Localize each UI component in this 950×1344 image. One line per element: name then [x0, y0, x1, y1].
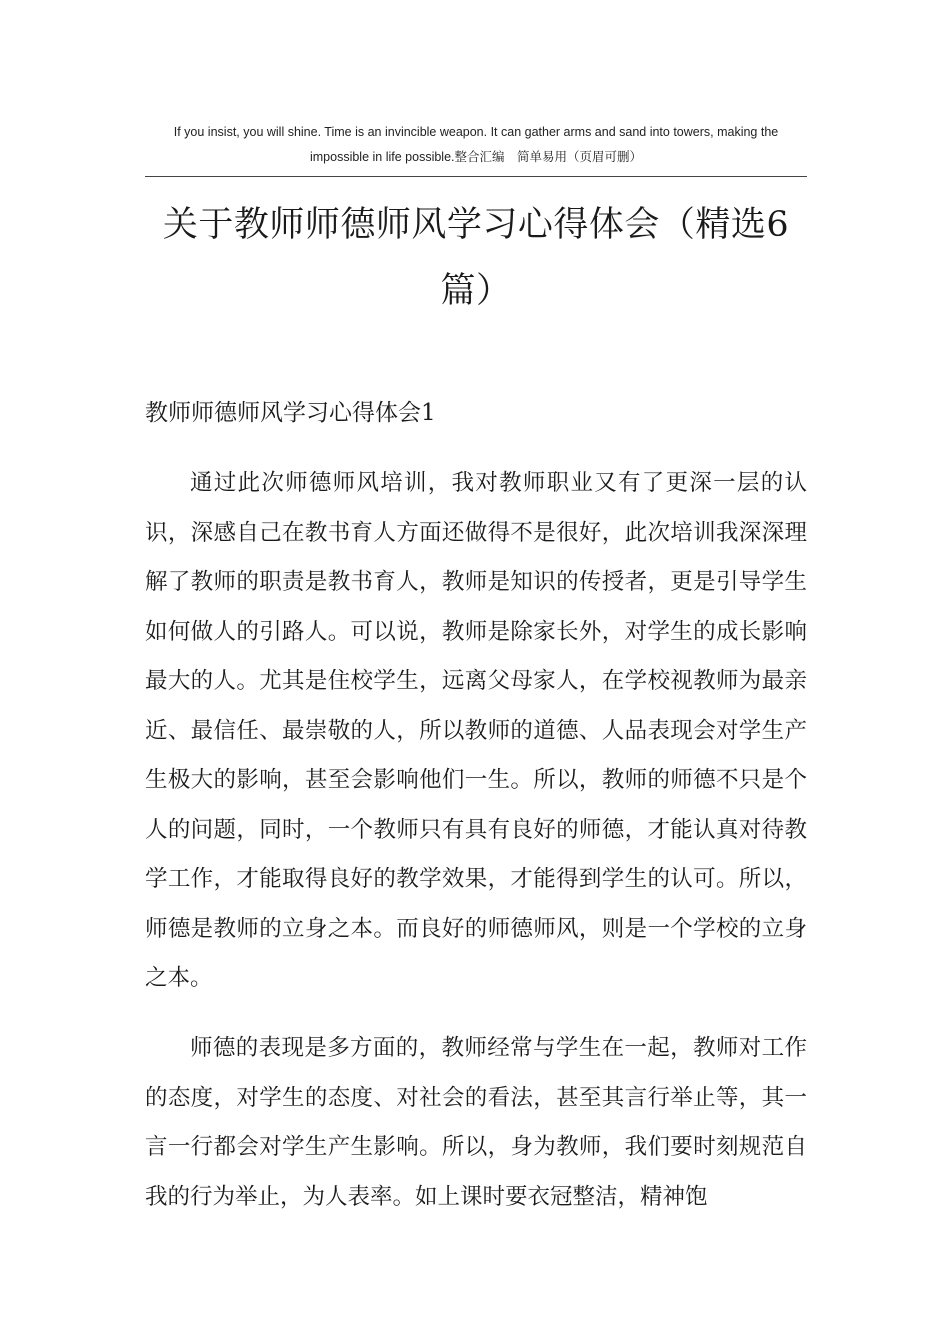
body-paragraph-2: 师德的表现是多方面的，教师经常与学生在一起，教师对工作的态度，对学生的态度、对社会的看法，甚至其言行举止等，其一言一行都会对学生产生影响。所以，身为教师，我们要时刻规范自我的行为举止，为人表率。如上课时要衣冠整洁，精神饱: [145, 1035, 807, 1210]
body-paragraph-1: 通过此次师德师风培训，我对教师职业又有了更深一层的认识，深感自己在教书育人方面还做得不是很好，此次培训我深深理解了教师的职责是教书育人，教师是知识的传授者，更是引导学生如何做人的引路人。可以说，教师是除家长外，对学生的成长影响最大的人。尤其是住校学生，远离父母家人，在学校视教师为最亲近、最信任、最崇敬的人，所以教师的道德、人品表现会对学生产生极大的影响，甚至会影响他们一生。所以，教师的师德不只是个人的问题，同时，一个教师只有具有良好的师德，才能认真对待教学工作，才能取得良好的教学效果，才能得到学生的认可。所以，师德是教师的立身之本。而良好的师德师风，则是一个学校的立身之本。: [145, 470, 807, 991]
header-line-1: If you insist, you will shine. Time is an invincible weapon. It can gather arms and sand into towers, making the: [173, 125, 779, 139]
document-title: 关于教师师德师风学习心得体会（精选6篇）: [162, 205, 790, 311]
section-heading: 教师师德师风学习心得体会1: [145, 400, 436, 426]
page-header: [145, 120, 807, 170]
header-divider: [145, 176, 807, 177]
header-line-2: impossible in life possible.整合汇编 简单易用（页眉可删）: [309, 150, 642, 164]
